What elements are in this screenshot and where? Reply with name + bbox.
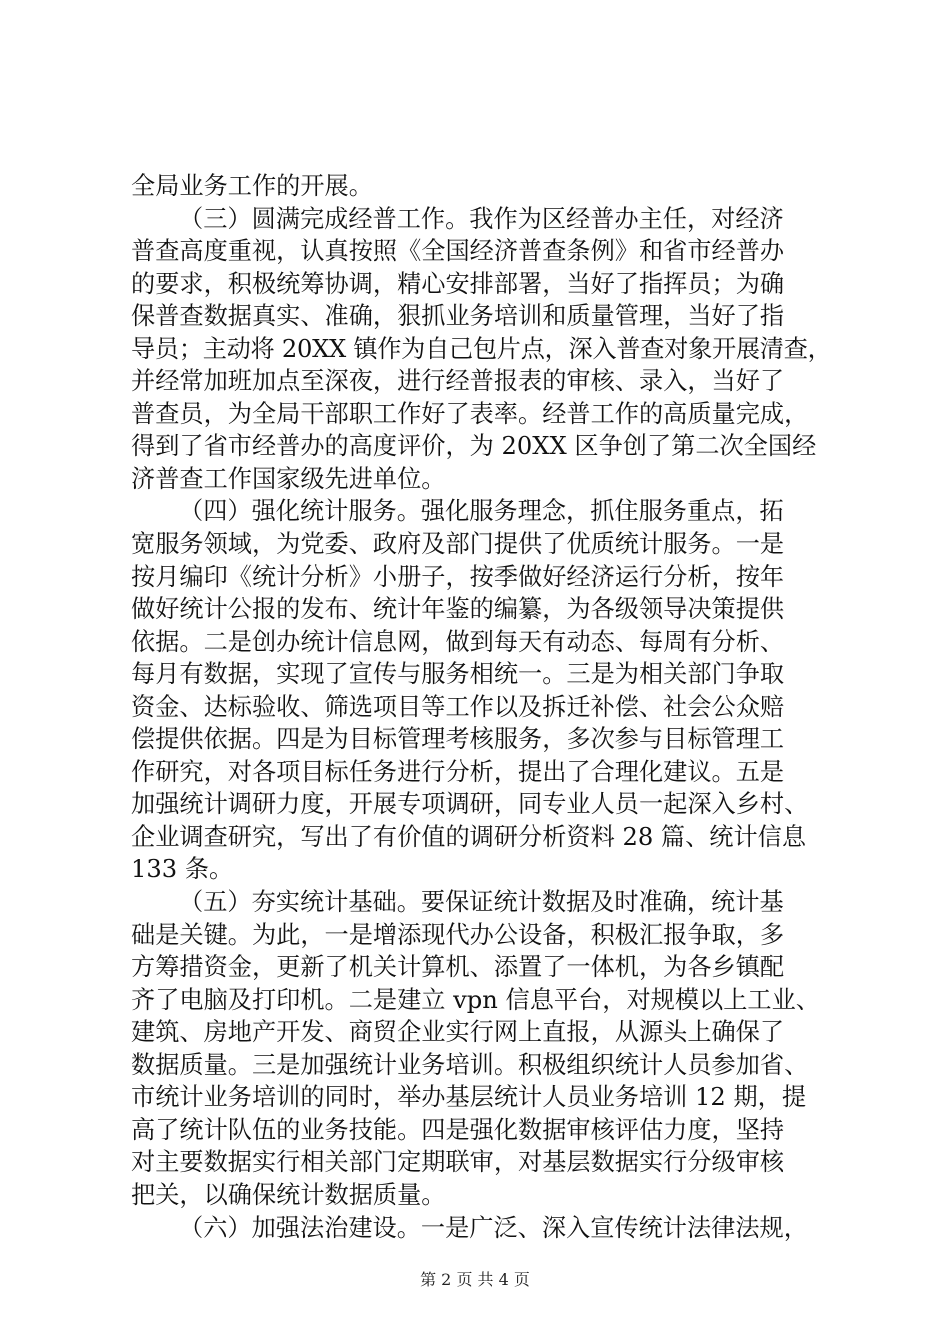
text-line: 作研究，对各项目标任务进行分析，提出了合理化建议。五是	[131, 757, 785, 786]
text-line: 加强统计调研力度，开展专项调研，同专业人员一起深入乡村、	[131, 790, 809, 819]
text-line: 方筹措资金，更新了机关计算机、添置了一体机，为各乡镇配	[131, 953, 785, 982]
text-line: 宽服务领域，为党委、政府及部门提供了优质统计服务。一是	[131, 530, 785, 559]
text-line: 并经常加班加点至深夜，进行经普报表的审核、录入，当好了	[131, 367, 785, 396]
text-line: 做好统计公报的发布、统计年鉴的编纂，为各级领导决策提供	[131, 595, 785, 624]
text-line: 按月编印《统计分析》小册子，按季做好经济运行分析，按年	[131, 562, 785, 591]
paragraph-first-line: （三）圆满完成经普工作。我作为区经普办主任，对经济	[179, 204, 784, 233]
text-line: 133 条。	[131, 855, 234, 884]
text-line: 济普查工作国家级先进单位。	[131, 464, 446, 493]
text-line: 普查员，为全局干部职工作好了表率。经普工作的高质量完成，	[131, 399, 809, 428]
text-line: 把关，以确保统计数据质量。	[131, 1180, 446, 1209]
document-body	[131, 170, 831, 1244]
text-line: 保普查数据真实、准确，狠抓业务培训和质量管理，当好了指	[131, 302, 785, 331]
text-line: 市统计业务培训的同时，举办基层统计人员业务培训 12 期，提	[131, 1083, 807, 1112]
text-line: 每月有数据，实现了宣传与服务相统一。三是为相关部门争取	[131, 660, 785, 689]
text-line: 对主要数据实行相关部门定期联审，对基层数据实行分级审核	[131, 1148, 785, 1177]
text-line: 建筑、房地产开发、商贸企业实行网上直报，从源头上确保了	[131, 1018, 785, 1047]
text-line: 高了统计队伍的业务技能。四是强化数据审核评估力度，坚持	[131, 1115, 785, 1144]
text-line: 齐了电脑及打印机。二是建立 vpn 信息平台，对规模以上工业、	[131, 985, 820, 1014]
text-line: 的要求，积极统筹协调，精心安排部署，当好了指挥员；为确	[131, 269, 785, 298]
text-line: 普查高度重视，认真按照《全国经济普查条例》和省市经普办	[131, 237, 785, 266]
page-footer: 第 2 页 共 4 页	[420, 1270, 530, 1289]
text-line: 础是关键。为此，一是增添现代办公设备，积极汇报争取，多	[131, 920, 785, 949]
text-line: 数据质量。三是加强统计业务培训。积极组织统计人员参加省、	[131, 1050, 809, 1079]
paragraph-first-line: （五）夯实统计基础。要保证统计数据及时准确，统计基	[179, 888, 784, 917]
text-line: 依据。二是创办统计信息网，做到每天有动态、每周有分析、	[131, 627, 785, 656]
paragraph-first-line: （四）强化统计服务。强化服务理念，抓住服务重点，拓	[179, 497, 784, 526]
text-line: 企业调查研究，写出了有价值的调研分析资料 28 篇、统计信息	[131, 822, 807, 851]
text-line: 资金、达标验收、筛选项目等工作以及拆迁补偿、社会公众赔	[131, 692, 785, 721]
text-line: 导员；主动将 20XX 镇作为自己包片点，深入普查对象开展清查，	[131, 334, 832, 363]
text-line: 全局业务工作的开展。	[131, 172, 373, 200]
text-line: 得到了省市经普办的高度评价，为 20XX 区争创了第二次全国经	[131, 432, 817, 461]
text-line: 偿提供依据。四是为目标管理考核服务，多次参与目标管理工	[131, 725, 785, 754]
paragraph-first-line: （六）加强法治建设。一是广泛、深入宣传统计法律法规，	[179, 1213, 808, 1242]
